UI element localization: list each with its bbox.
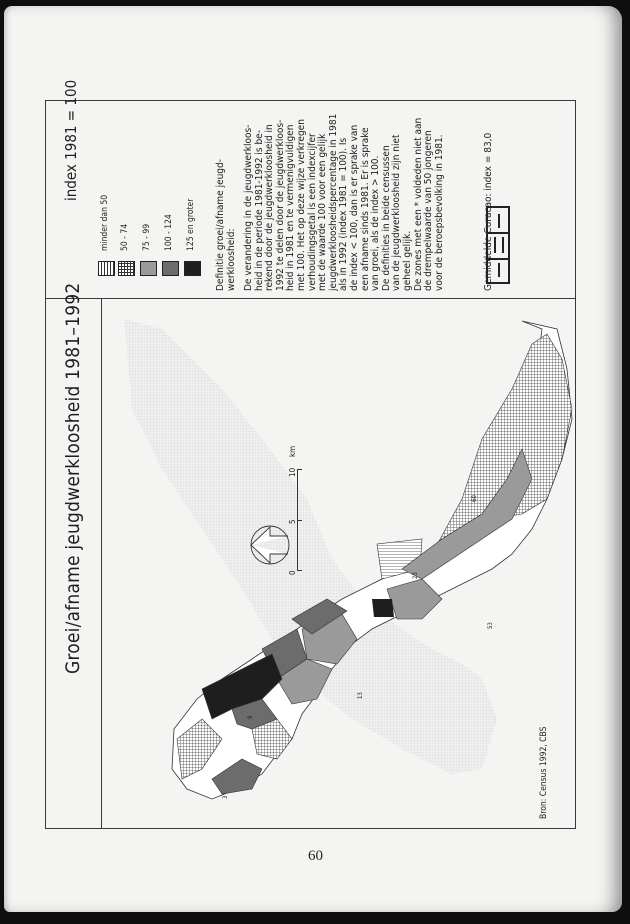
legend-label: 50 - 74 bbox=[120, 223, 130, 251]
page-number: 60 bbox=[308, 848, 323, 864]
legend-swatch-minder-dan-50 bbox=[98, 261, 115, 276]
source-note: Bron: Census 1992, CBS bbox=[539, 726, 549, 819]
average-index: Gemiddelde Curacao: index = 83,0 bbox=[483, 132, 494, 291]
definition-body: De verandering in de jeugdwerkloos- heid in de periode 1981-1992 is be- rekend door de jeugdwerkloosheid in 1992 te delen door de jeugdwerkloos- heid in 1981 en te vermenigvuldigen met 100. Het op deze wijze verkregen verhoudingsgetal is een indexcijfer met de waarde 100 voor een gelijk jeugdwerkloosheidspercentage in 1981 als in 1992 (index 1981 = 100). Is de index < 100, dan is er sprake van een afname sinds 1981. Er is sprake van groei, als de index > 100. De definities in beide censussen van de jeugdwerkloosheid zijn niet geheel gelijk. De zones met een * voldeden niet aan de drempelwaarde van 50 jongeren voor de beroepsbevolking in 1981. bbox=[243, 113, 445, 291]
legend-heading: index 1981 = 100 bbox=[62, 79, 80, 201]
legend-swatch-75-99 bbox=[140, 261, 157, 276]
legend-label: 75 - 99 bbox=[142, 223, 152, 251]
legend-label: 100 - 124 bbox=[164, 214, 174, 251]
cbs-logo bbox=[486, 206, 510, 284]
figure-title: Groei/afname jeugdwerkloosheid 1981–1992 bbox=[62, 282, 84, 674]
scale-tick-10: 10 bbox=[288, 467, 297, 477]
region-label: 23 bbox=[412, 572, 419, 579]
region-label: 3 bbox=[222, 795, 229, 799]
legend-swatch-125-en-groter bbox=[184, 261, 201, 276]
legend-panel bbox=[46, 79, 575, 299]
north-arrow-icon bbox=[250, 523, 290, 567]
legend-label: 125 en groter bbox=[186, 198, 196, 251]
scale-unit: km bbox=[288, 445, 297, 457]
legend-label: minder dan 50 bbox=[100, 194, 110, 251]
document-page bbox=[4, 6, 622, 912]
scale-tick-5: 5 bbox=[288, 519, 297, 524]
figure-frame bbox=[45, 79, 576, 829]
map-panel bbox=[102, 299, 575, 828]
scale-tick-0: 0 bbox=[288, 570, 297, 575]
region-label: 9 bbox=[247, 715, 254, 719]
title-column bbox=[46, 282, 102, 828]
definition-heading-line: Definitie groei/afname jeugd- bbox=[215, 159, 226, 291]
region-label: 60 bbox=[471, 495, 478, 502]
region-label: 53 bbox=[487, 622, 494, 629]
legend-swatch-100-124 bbox=[162, 261, 179, 276]
curacao-map bbox=[102, 299, 577, 828]
definition-heading-line: werkloosheid: bbox=[225, 228, 237, 291]
region-label: 13 bbox=[357, 692, 364, 699]
definition-heading bbox=[216, 159, 237, 291]
legend-swatch-50-74 bbox=[118, 261, 135, 276]
